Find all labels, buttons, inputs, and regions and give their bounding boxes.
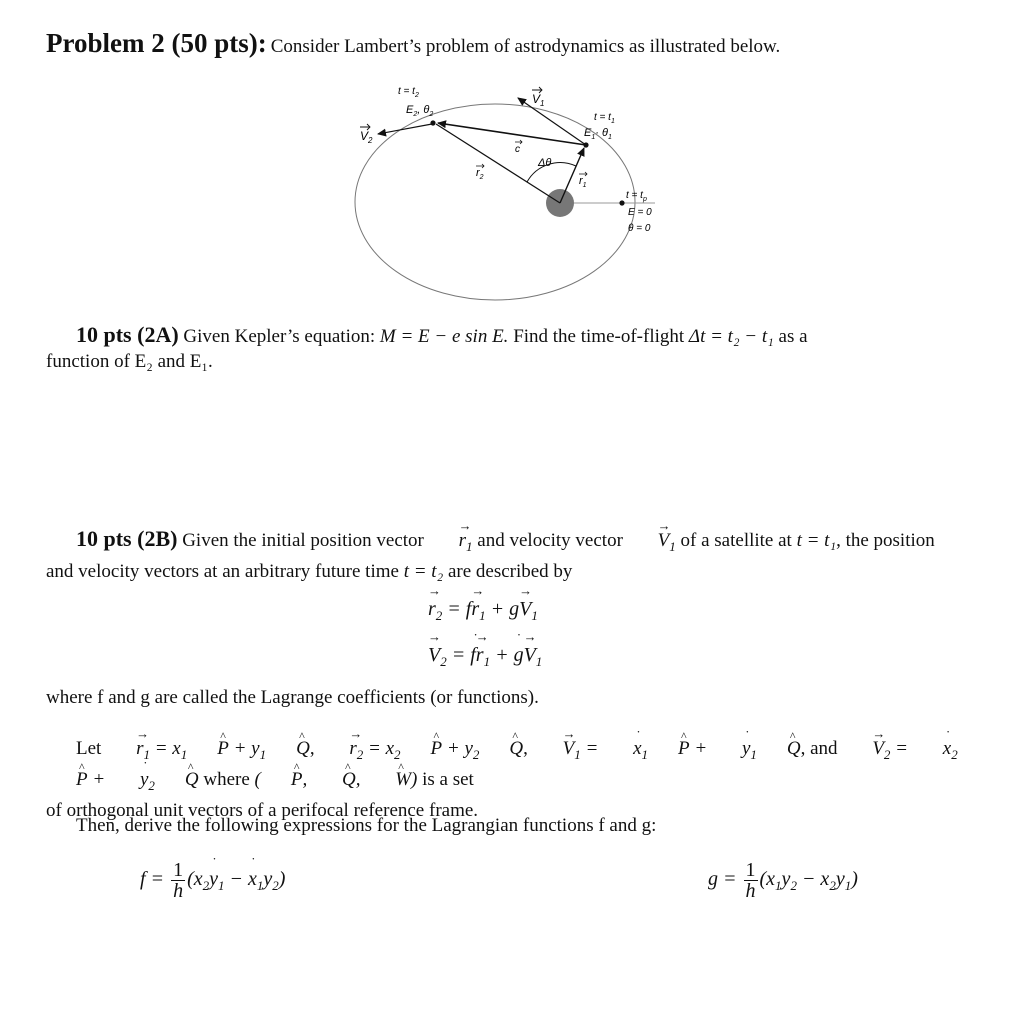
label-v2: $V_2$ <box>360 129 373 145</box>
formula-g: g = $\frac{1}{h}$ $(x_1y_2 - x_2y_1)$ <box>708 859 858 902</box>
problem-intro: Consider Lambert’s problem of astrodynamics as illustrated below. <box>270 36 781 57</box>
equation-r2: → $r_2 = f\to r_1 + g\to V_1$ <box>428 598 538 624</box>
label-chord-c: c <box>515 144 520 155</box>
label-delta-theta: Δθ <box>538 157 552 169</box>
label-v1: $V_1$ <box>532 92 545 108</box>
label-t2: $t = t_2$ <box>398 86 419 99</box>
label-tp: $t = t_p$ <box>626 190 647 203</box>
derive-instruction: Then, derive the following expressions for the Lagrangian functions f and g: <box>76 815 657 836</box>
part-2a-line2: function of E₂ and E₁. <box>46 351 213 372</box>
label-r2: $r_2$ <box>476 167 484 181</box>
label-e1-theta1: $E_1\cdot \theta_1$ <box>584 127 612 141</box>
delta-theta-arc <box>527 163 576 182</box>
lambert-orbit-diagram <box>330 80 680 310</box>
part-2a-points: 10 pts (2A) <box>76 322 179 347</box>
keplers-equation: M = E − e sin E. <box>379 326 509 347</box>
point-t2 <box>430 120 435 125</box>
problem-header <box>46 28 780 59</box>
label-theta0: θ = 0 <box>628 223 651 234</box>
problem-title: Problem 2 (50 pts): <box>46 28 267 58</box>
label-e2-theta2: $E_2$, $\theta_2$ <box>406 104 434 118</box>
equation-v2: → $V_2$ = ˙ $f\to r_1$ + ˙ $g\to V_1$ <box>428 644 542 670</box>
point-t1 <box>583 142 588 147</box>
formula-f: f = $\frac{1}{h}$ ($x_2˙$ $y_1$ − ˙ $x_1y_2$) <box>140 860 285 901</box>
label-r1: $r_1$ <box>579 175 587 189</box>
lagrange-note: where f and g are called the Lagrange coefficients (or functions). <box>46 687 539 708</box>
part-2a: 10 pts (2A) Given Kepler’s equation: M = E − e sin E. Find the time-of-flight Δt = t₂ − t₁ as a function of E₂ and E₁. <box>46 322 976 374</box>
chord-c <box>438 123 586 145</box>
definitions-paragraph: Let → $r_1$ = $x_1\^{}$ $P + y_1\^{}$ Q, → $r_2$ = $x_2\^{}$ $P + y_2\^{}$ Q, → $V_1$ = ˙ $x_1\^{}$ P + ˙ $y_1\^{}$ Q, and → $V_2$ = ˙ $x_2\^{}$ P + ˙ $y_2\^{}$ Q where (^ P, ^ Q, ^ W) is a set of orthogonal unit vectors of a perifocal reference frame. <box>46 736 976 823</box>
point-tp <box>619 200 624 205</box>
label-e0: E = 0 <box>628 207 652 218</box>
v2-vector <box>378 124 432 134</box>
part-2b-points: 10 pts (2B) <box>76 526 178 551</box>
label-t1: $t = t_1$ <box>594 112 615 125</box>
part-2b: 10 pts (2B) Given the initial position vector → $r_1$ and velocity vector → $V_1$ of a satellite at t = t₁, the position and velocity vectors at an arbitrary future time t = t₂ are described by <box>46 526 976 584</box>
time-of-flight: Δt = t₂ − t₁ <box>688 326 774 347</box>
